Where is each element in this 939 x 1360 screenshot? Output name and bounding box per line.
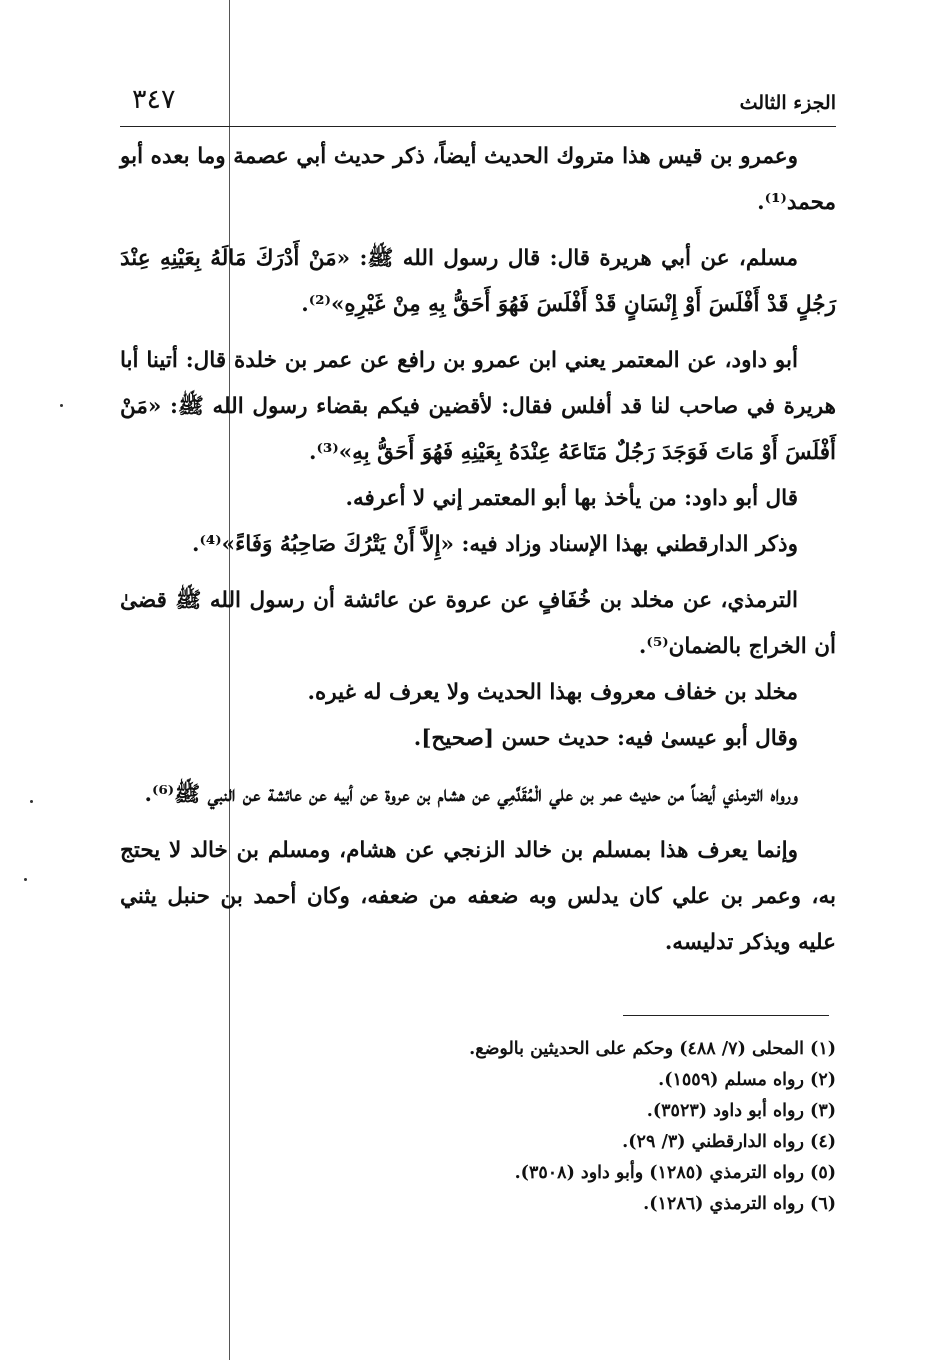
footnote: (٤) رواه الدارقطني (٣/ ٢٩). — [622, 1132, 836, 1152]
page-header — [120, 82, 836, 127]
paragraph: ورواه الترمذي أيضاً من حديث عمر بن علي الْمُقَدَّمِي عن هشام بن عروة عن أبيه عن عائشة عن النبي ﷺ⁽⁶⁾. — [144, 782, 798, 807]
scan-speck — [30, 800, 33, 803]
footnote: (٥) رواه الترمذي (١٢٨٥) وأبو داود (٣٥٠٨). — [514, 1163, 836, 1183]
paragraph: وقال أبو عيسىٰ فيه: حديث حسن [صحيح]. — [413, 726, 798, 751]
paragraph: أبو داود، عن المعتمر يعني ابن عمرو بن رافع عن عمر بن خلدة قال: أتينا أبا هريرة في صاحب لنا قد أفلس فقال: لأقضين فيكم بقضاء رسول الله ﷺ: «مَنْ أَفْلَسَ أَوْ مَاتَ فَوَجَدَ رَجُلٌ مَتَاعَهُ عِنْدَهُ بِعَيْنِهِ فَهُوَ أَحَقُّ بِهِ»⁽³⁾. — [120, 348, 836, 465]
paragraph: قال أبو داود: من يأخذ بها أبو المعتمر إني لا أعرفه. — [345, 486, 798, 511]
paragraph: وإنما يعرف هذا بمسلم بن خالد الزنجي عن هشام، ومسلم بن خالد لا يحتج به، وعمر بن علي كان يدلس وبه ضعفه من ضعفه، وكان أحمد بن حنبل يثني عليه ويذكر تدليسه. — [120, 838, 836, 955]
footnote: (١) المحلى (٧/ ٤٨٨) وحكم على الحديثين بالوضع. — [469, 1039, 836, 1059]
footnote: (٦) رواه الترمذي (١٢٨٦). — [643, 1194, 836, 1214]
main-text — [120, 134, 836, 966]
paragraph: مخلد بن خفاف معروف بهذا الحديث ولا يعرف له غيره. — [307, 680, 798, 705]
scan-speck — [24, 878, 27, 881]
footnote: (٢) رواه مسلم (١٥٥٩). — [658, 1070, 836, 1090]
scan-speck — [60, 404, 63, 407]
paragraph: وذكر الدارقطني بهذا الإسناد وزاد فيه: «إِلاَّ أَنْ يَتْرُكَ صَاحِبُهُ وَفَاءً»⁽⁴⁾. — [191, 532, 798, 557]
footnote: (٣) رواه أبو داود (٣٥٢٣). — [646, 1101, 836, 1121]
paragraph: مسلم، عن أبي هريرة قال: قال رسول الله ﷺ: «مَنْ أَدْرَكَ مَالَهُ بِعَيْنِهِ عِنْدَ رَجُلٍ قَدْ أَفْلَسَ أَوْ إِنْسَانٍ قَدْ أَفْلَسَ فَهُوَ أَحَقُّ بِهِ مِنْ غَيْرِهِ»⁽²⁾. — [120, 246, 836, 317]
page-number: ٣٤٧ — [132, 84, 176, 115]
page-title: الجزء الثالث — [739, 92, 836, 114]
footnotes — [300, 1034, 836, 1220]
paragraph: الترمذي، عن مخلد بن خُفَافٍ عن عروة عن عائشة أن رسول الله ﷺ قضىٰ أن الخراج بالضمان⁽⁵⁾. — [120, 588, 836, 659]
footnote-divider — [623, 1015, 829, 1016]
paragraph: وعمرو بن قيس هذا متروك الحديث أيضاً، ذكر حديث أبي عصمة وما بعده أبو محمد⁽¹⁾. — [120, 144, 836, 215]
